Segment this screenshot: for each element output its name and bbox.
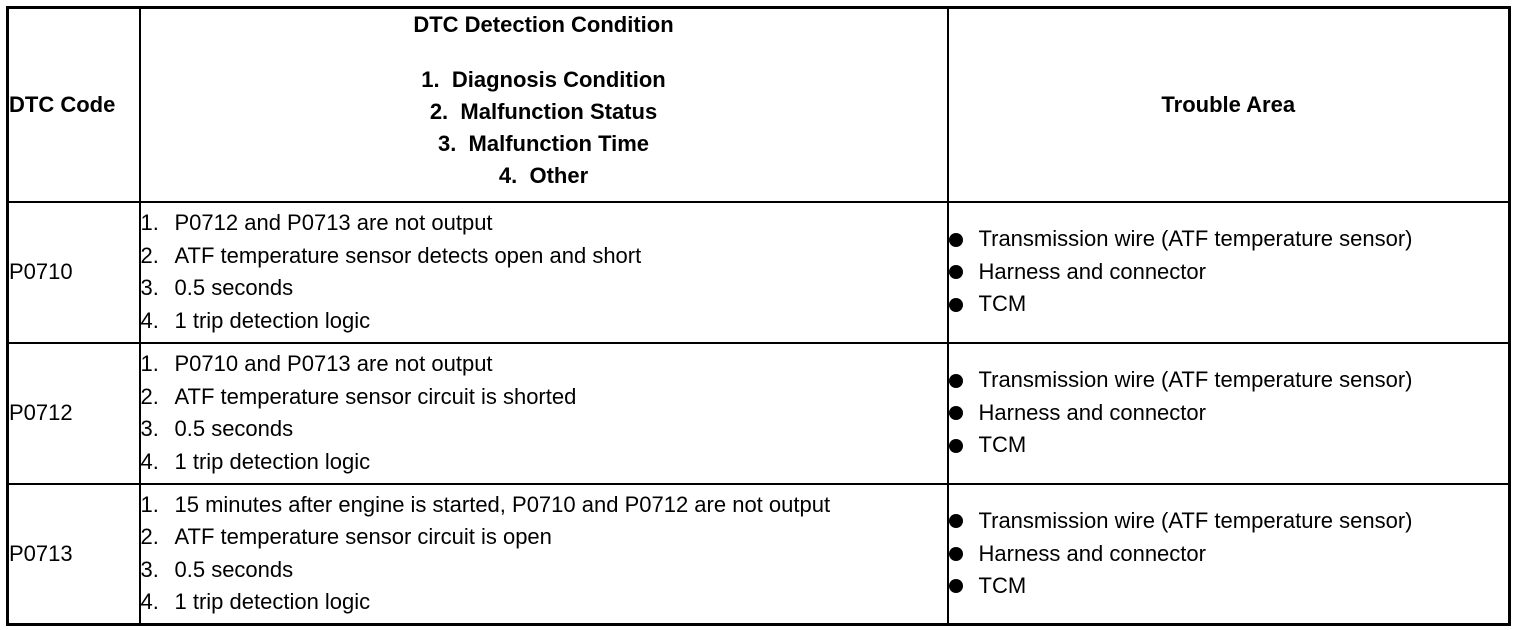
header-condition-text: Other — [529, 163, 589, 188]
trouble-area-text: Harness and connector — [978, 258, 1206, 284]
dtc-code-cell: P0712 — [8, 343, 140, 484]
bullet-icon — [949, 298, 963, 312]
condition-text: ATF temperature sensor circuit is open — [174, 524, 552, 550]
condition-num: 4. — [140, 448, 159, 474]
bullet-icon — [949, 374, 963, 388]
condition-item — [141, 240, 947, 273]
bullet-icon — [949, 547, 963, 561]
condition-item — [141, 586, 947, 619]
trouble-area-text: Transmission wire (ATF temperature sensor) — [978, 367, 1413, 393]
bullet-icon — [949, 579, 963, 593]
trouble-area-text: Harness and connector — [978, 540, 1206, 566]
trouble-area-item — [949, 397, 1509, 430]
trouble-area-text: TCM — [978, 432, 1027, 458]
condition-num: 1. — [140, 491, 159, 517]
header-condition-num: 2. — [429, 99, 449, 124]
condition-text: 0.5 seconds — [174, 556, 294, 582]
trouble-area-text: TCM — [978, 573, 1027, 598]
header-condition-text: Malfunction Status — [460, 99, 658, 124]
trouble-area-item — [949, 429, 1509, 462]
header-condition-num: 3. — [437, 131, 457, 156]
trouble-area-item — [949, 538, 1509, 571]
trouble-area-cell — [948, 484, 1510, 625]
detection-condition-cell — [140, 484, 948, 625]
condition-item — [141, 207, 947, 240]
trouble-area-text: Transmission wire (ATF temperature sensor) — [978, 226, 1413, 252]
bullet-icon — [949, 439, 963, 453]
table-row — [8, 484, 1510, 625]
header-dtc-code: DTC Code — [8, 8, 140, 202]
condition-item — [141, 413, 947, 446]
condition-text: 15 minutes after engine is started, P0710 and P0712 are not output — [174, 491, 831, 517]
header-condition-num: 1. — [421, 67, 440, 92]
bullet-icon — [949, 406, 963, 420]
condition-text: 1 trip detection logic — [174, 589, 371, 615]
condition-item — [141, 272, 947, 305]
detection-condition-cell — [140, 343, 948, 484]
condition-item — [141, 305, 947, 338]
trouble-area-item — [949, 505, 1509, 538]
condition-text: P0712 and P0713 are not output — [174, 210, 493, 235]
detection-condition-cell — [140, 202, 948, 343]
dtc-table — [6, 6, 1511, 626]
header-condition-text: Diagnosis Condition — [451, 67, 666, 92]
dtc-code-cell: P0713 — [8, 484, 140, 625]
condition-text: 0.5 seconds — [174, 275, 294, 300]
trouble-area-item — [949, 570, 1509, 603]
header-condition-item — [141, 96, 947, 128]
condition-item — [141, 446, 947, 479]
condition-text: ATF temperature sensor detects open and short — [174, 242, 642, 268]
bullet-icon — [949, 233, 963, 247]
table-row — [8, 343, 1510, 484]
condition-num: 3. — [140, 275, 159, 300]
dtc-code-cell: P0710 — [8, 202, 140, 343]
condition-num: 2. — [140, 524, 159, 550]
condition-item — [141, 348, 947, 381]
condition-num: 2. — [140, 383, 159, 409]
condition-item — [141, 554, 947, 587]
condition-num: 4. — [140, 589, 159, 615]
condition-text: P0710 and P0713 are not output — [174, 351, 493, 376]
trouble-area-item — [949, 223, 1509, 256]
trouble-area-text: TCM — [978, 291, 1027, 317]
trouble-area-cell — [948, 343, 1510, 484]
header-detection-condition — [140, 8, 948, 202]
trouble-area-text: Harness and connector — [978, 399, 1206, 425]
header-trouble-area: Trouble Area — [948, 8, 1510, 202]
condition-text: 1 trip detection logic — [174, 307, 371, 333]
header-condition-item — [141, 64, 947, 96]
trouble-area-cell — [948, 202, 1510, 343]
condition-item — [141, 489, 947, 522]
condition-num: 1. — [140, 351, 159, 376]
header-row — [8, 8, 1510, 202]
condition-text: 1 trip detection logic — [174, 448, 371, 474]
header-condition-text: Malfunction Time — [468, 131, 650, 156]
header-condition-item — [141, 160, 947, 192]
bullet-icon — [949, 514, 963, 528]
condition-num: 2. — [140, 242, 159, 268]
table-row — [8, 202, 1510, 343]
condition-text: ATF temperature sensor circuit is shorted — [174, 383, 577, 409]
condition-item — [141, 381, 947, 414]
header-condition-num: 4. — [498, 163, 518, 188]
condition-num: 4. — [140, 307, 159, 333]
condition-num: 3. — [140, 416, 159, 441]
condition-text: 0.5 seconds — [174, 416, 294, 441]
trouble-area-item — [949, 364, 1509, 397]
bullet-icon — [949, 265, 963, 279]
trouble-area-item — [949, 288, 1509, 321]
condition-num: 3. — [140, 556, 159, 582]
trouble-area-item — [949, 256, 1509, 289]
trouble-area-text: Transmission wire (ATF temperature sensor) — [978, 508, 1413, 533]
condition-num: 1. — [140, 210, 159, 235]
header-condition-item — [141, 128, 947, 160]
condition-item — [141, 521, 947, 554]
header-condition-title: DTC Detection Condition — [413, 12, 674, 37]
